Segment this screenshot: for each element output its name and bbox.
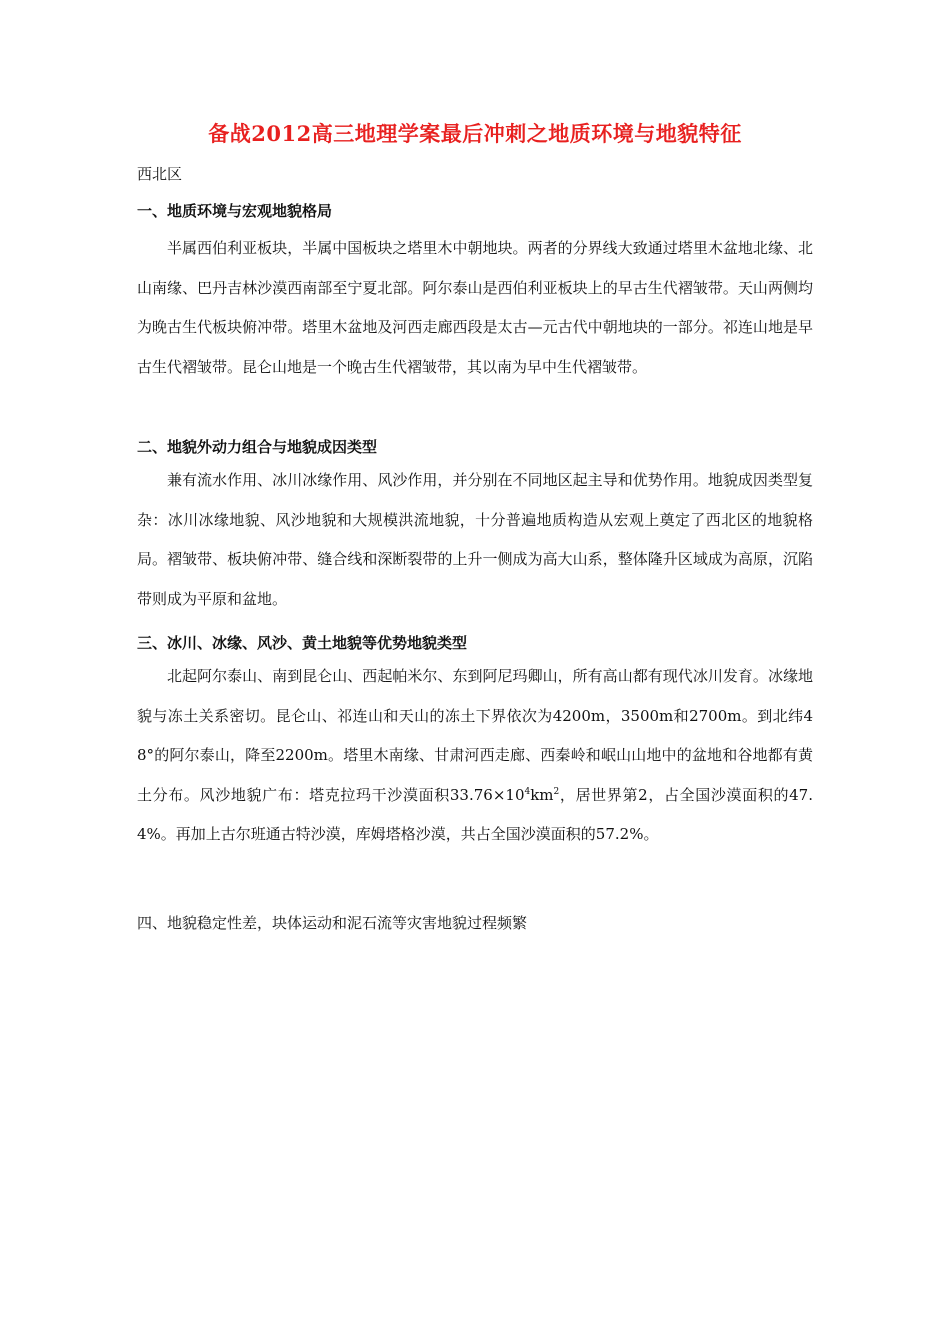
document-title: 备战2012高三地理学案最后冲刺之地质环境与地貌特征 xyxy=(208,121,742,146)
exponent-4: 4 xyxy=(524,786,531,797)
section-1-heading: 一、地质环境与宏观地貌格局 xyxy=(137,202,333,220)
section-3-paragraph xyxy=(137,657,813,855)
section-4-line: 四、地貌稳定性差，块体运动和泥石流等灾害地貌过程频繁 xyxy=(137,914,528,932)
section-2-heading: 二、地貌外动力组合与地貌成因类型 xyxy=(137,438,378,456)
section-3-heading: 三、冰川、冰缘、风沙、黄土地貌等优势地貌类型 xyxy=(137,634,468,652)
region-label: 西北区 xyxy=(137,165,183,183)
unit-km: km xyxy=(530,785,554,804)
section-3-text-a: 北起阿尔泰山、南到昆仑山、西起帕米尔、东到阿尼玛卿山，所有高山都有现代冰川发育。冰缘地貌与冻土关系密切。昆仑山、祁连山和天山的冻土下界依次为4200m，3500m和2700m。到北纬48°的阿尔泰山，降至2200m。塔里木南缘、甘肃河西走廊、西秦岭和岷山山地中的盆地和谷地都有黄土分布。风沙地貌广布：塔克拉玛干沙漠面积33.76×10 xyxy=(137,667,813,804)
section-3-text-b: ，居世界第2，占全国沙漠面积的47.4%。再加上古尔班通古特沙漠，库姆塔格沙漠，共占全国沙漠面积的57.2%。 xyxy=(137,785,813,843)
section-1-paragraph: 半属西伯利亚板块，半属中国板块之塔里木中朝地块。两者的分界线大致通过塔里木盆地北缘、北山南缘、巴丹吉林沙漠西南部至宁夏北部。阿尔泰山是西伯利亚板块上的早古生代褶皱带。天山两侧均为晚古生代板块俯冲带。塔里木盆地及河西走廊西段是太古—元古代中朝地块的一部分。祁连山地是早古生代褶皱带。昆仑山地是一个晚古生代褶皱带，其以南为早中生代褶皱带。 xyxy=(137,239,813,376)
exponent-2: 2 xyxy=(553,786,560,797)
section-2-paragraph: 兼有流水作用、冰川冰缘作用、风沙作用，并分别在不同地区起主导和优势作用。地貌成因类型复杂：冰川冰缘地貌、风沙地貌和大规模洪流地貌，十分普遍地质构造从宏观上奠定了西北区的地貌格局。褶皱带、板块俯冲带、缝合线和深断裂带的上升一侧成为高大山系，整体隆升区域成为高原，沉陷带则成为平原和盆地。 xyxy=(137,471,813,608)
